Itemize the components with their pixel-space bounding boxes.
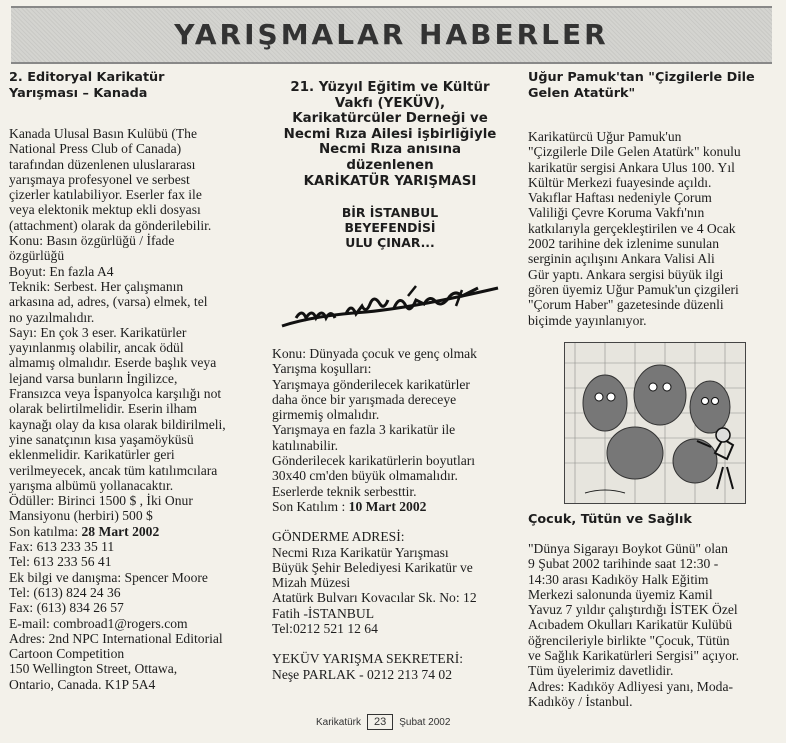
text-line: Kültür Merkezi fuayesinde açıldı. bbox=[528, 174, 712, 190]
text-line: Adres: 2nd NPC International Editorial bbox=[9, 630, 223, 646]
text-line: Büyük Şehir Belediyesi Karikatür ve bbox=[272, 559, 473, 575]
text-line: özgürlüğü bbox=[9, 248, 65, 264]
text-line: ve Sağlık Karikatürleri Sergisi" açıyor. bbox=[528, 648, 740, 664]
heading-line: KARİKATÜR YARIŞMASI bbox=[303, 173, 477, 189]
spacer bbox=[272, 514, 512, 529]
text-line: Mizah Müzesi bbox=[272, 575, 351, 591]
text-line: gören üyemiz Uğur Pamuk'un çizgileri bbox=[528, 281, 739, 297]
subheading-line: BEYEFENDİSİ bbox=[344, 220, 436, 236]
article-title-line: Uğur Pamuk'tan "Çizgilerle Dile bbox=[528, 70, 755, 85]
text-line: no yazılmalıdır. bbox=[9, 309, 95, 325]
heading-line: Necmi Rıza anısına bbox=[318, 142, 462, 158]
text-line: Gönderilecek karikatürlerin boyutları bbox=[272, 453, 476, 469]
necmi-riza-signature bbox=[276, 278, 504, 338]
magazine-name: Karikatürk bbox=[316, 716, 362, 728]
text-line: Tel: (613) 824 24 36 bbox=[9, 584, 121, 600]
text-line: Cartoon Competition bbox=[9, 646, 125, 662]
text-line: serginin açılışını Ankara Valisi Ali bbox=[528, 251, 715, 267]
text-line: yarışma albümü yollanacaktır. bbox=[9, 477, 174, 493]
competition-body bbox=[272, 346, 512, 682]
text-line: 30x40 cm'den büyük olmamalıdır. bbox=[272, 468, 458, 484]
text-line: Tüm üyelerimiz davetlidir. bbox=[528, 663, 674, 679]
deadline-date: 10 Mart 2002 bbox=[348, 498, 427, 514]
text-line: Acıbadem Okulları Karikatür Kulübü bbox=[528, 617, 733, 633]
text-line: 150 Wellington Street, Ottawa, bbox=[9, 661, 178, 677]
deadline-label: Son katılma: bbox=[9, 523, 82, 539]
article-canada bbox=[9, 70, 252, 692]
text-line: Sayı: En çok 3 eser. Karikatürler bbox=[9, 324, 187, 340]
page-number: 23 bbox=[367, 714, 393, 730]
text-line: çizerler katılabiliyor. Eserler fax ile bbox=[9, 187, 202, 203]
text-line: Eserlerde teknik serbesttir. bbox=[272, 483, 417, 499]
text-line: Teknik: Serbest. Her çalışmanın bbox=[9, 278, 184, 294]
text-line: veya elektonik mektup ekli dosyası bbox=[9, 202, 201, 218]
article-title-line: Yarışması – Kanada bbox=[9, 86, 148, 101]
text-line: biçimde yayınlanıyor. bbox=[528, 312, 647, 328]
spacer bbox=[272, 636, 512, 651]
text-line: "Çizgilerle Dile Gelen Atatürk" konulu bbox=[528, 144, 741, 160]
text-line: Yarışmaya gönderilecek karikatürler bbox=[272, 376, 470, 392]
text-line: yine sanatçının kısa yaşamöyküsü bbox=[9, 431, 194, 447]
text-line: Kanada Ulusal Basın Kulübü (The bbox=[9, 126, 198, 141]
page-title: YARIŞMALAR HABERLER bbox=[174, 18, 609, 51]
text-line: yarışmaya profesyonel ve serbest bbox=[9, 171, 190, 187]
page-footer bbox=[316, 714, 450, 730]
article-cocuk-tutun bbox=[528, 512, 774, 709]
text-line: Mansiyonu (herbiri) 500 $ bbox=[9, 508, 153, 524]
page-header bbox=[11, 6, 772, 64]
text-line: Kadıköy / İstanbul. bbox=[528, 693, 633, 709]
article-body bbox=[9, 126, 252, 692]
heading-line: düzenlenen bbox=[346, 157, 434, 173]
deadline-date: 28 Mart 2002 bbox=[81, 523, 160, 539]
text-line: almamış olmalıdır. Eserde başlık veya bbox=[9, 355, 217, 371]
deadline-line bbox=[272, 499, 512, 514]
article-title-line: Gelen Atatürk" bbox=[528, 86, 636, 101]
text-line: Gür yaptı. Ankara sergisi büyük ilgi bbox=[528, 266, 724, 282]
text-line: girmemiş olmalıdır. bbox=[272, 407, 380, 423]
deadline-line bbox=[9, 524, 252, 539]
heading-line: Vakfı (YEKÜV), bbox=[334, 95, 446, 111]
text-line: tarafından düzenlenen uluslararası bbox=[9, 156, 196, 172]
article-title: Çocuk, Tütün ve Sağlık bbox=[528, 512, 692, 527]
text-line: Adres: Kadıköy Adliyesi yanı, Moda- bbox=[528, 678, 734, 694]
text-line: kaynağı olay da kısa olarak bildirilmeli, bbox=[9, 416, 226, 432]
cartoon-illustration bbox=[564, 342, 746, 504]
article-body bbox=[528, 541, 774, 709]
heading-line: Karikatürcüler Derneği ve bbox=[292, 111, 488, 127]
heading-line: Necmi Rıza Ailesi işbirliğiyle bbox=[283, 126, 497, 142]
text-line: Merkezi salonunda üyemiz Kamil bbox=[528, 586, 713, 602]
competition-heading bbox=[270, 80, 510, 189]
text-line: Fax: (613) 834 26 57 bbox=[9, 600, 124, 616]
text-line: katılınabilir. bbox=[272, 437, 339, 453]
text-line: olarak belirtilmelidir. Eserin ilham bbox=[9, 401, 197, 417]
text-line: Fax: 613 233 35 11 bbox=[9, 539, 115, 555]
text-line: lejand varsa bunların İngilizce, bbox=[9, 370, 178, 386]
text-line: Boyut: En fazla A4 bbox=[9, 263, 114, 279]
text-line: katkılarıyla gerçekleştirilen ve 4 Ocak bbox=[528, 220, 736, 236]
article-ugur-pamuk bbox=[528, 70, 774, 709]
text-line: Tel: 613 233 56 41 bbox=[9, 554, 112, 570]
heading-line: 21. Yüzyıl Eğitim ve Kültür bbox=[290, 80, 490, 95]
text-line: National Press Club of Canada) bbox=[9, 141, 182, 157]
text-line: Ödüller: Birinci 1500 $ , İki Onur bbox=[9, 493, 193, 509]
text-line: arkasına ad, adres, (varsa) elmek, tel bbox=[9, 294, 208, 310]
text-line: Fatih -İSTANBUL bbox=[272, 605, 374, 621]
text-line: "Dünya Sigarayı Boykot Günü" olan bbox=[528, 541, 728, 556]
text-line: Konu: Basın özgürlüğü / İfade bbox=[9, 233, 175, 249]
text-line: Neşe PARLAK - 0212 213 74 02 bbox=[272, 666, 452, 682]
text-line: Yavuz 7 yıldır çalıştırdığı İSTEK Özel bbox=[528, 602, 738, 618]
text-line: Yarışma koşulları: bbox=[272, 361, 372, 377]
article-yekuv bbox=[270, 70, 510, 682]
text-line: 9 Şubat 2002 tarihinde saat 12:30 - bbox=[528, 556, 719, 572]
text-line: Valiliği Çevre Koruma Vakfı'nın bbox=[528, 205, 705, 221]
text-line: (attachment) olarak da gönderilebilir. bbox=[9, 217, 212, 233]
text-line: daha önce bir yarışmada dereceye bbox=[272, 391, 457, 407]
text-line: Karikatürcü Uğur Pamuk'un bbox=[528, 129, 682, 144]
text-line: karikatür sergisi Ankara Ulus 100. Yıl bbox=[528, 159, 735, 175]
subheading-line: ULU ÇINAR... bbox=[345, 235, 435, 251]
text-line: Ontario, Canada. K1P 5A4 bbox=[9, 676, 156, 692]
text-line: Tel:0212 521 12 64 bbox=[272, 621, 378, 637]
text-line: Ek bilgi ve danışma: Spencer Moore bbox=[9, 569, 208, 585]
text-line: Konu: Dünyada çocuk ve genç olmak bbox=[272, 346, 477, 361]
email-text: E-mail: combroad1@rogers.com bbox=[9, 615, 188, 631]
article-body bbox=[528, 129, 774, 328]
address-heading: GÖNDERME ADRESİ: bbox=[272, 529, 405, 545]
secretary-heading: YEKÜV YARIŞMA SEKRETERİ: bbox=[272, 651, 464, 667]
text-line: Fransızca veya İspanyolca karşılığı not bbox=[9, 386, 222, 402]
text-line: öğrencileriyle birlikte "Çocuk, Tütün bbox=[528, 632, 730, 648]
competition-subheading bbox=[270, 205, 510, 250]
text-line: yayınlanmış olabilir, ancak ödül bbox=[9, 340, 184, 356]
article-title-line: 2. Editoryal Karikatür bbox=[9, 70, 165, 85]
issue-date: Şubat 2002 bbox=[399, 716, 451, 728]
text-line: Vakıflar Haftası nedeniyle Çorum bbox=[528, 190, 712, 206]
text-line: Necmi Rıza Karikatür Yarışması bbox=[272, 544, 449, 560]
text-line: Yarışmaya en fazla 3 karikatür ile bbox=[272, 422, 456, 438]
subheading-line: BİR İSTANBUL bbox=[341, 205, 439, 221]
text-line: 2002 tarihine dek izlenime sunulan bbox=[528, 236, 720, 252]
text-line: Atatürk Bulvarı Kovacılar Sk. No: 12 bbox=[272, 590, 477, 606]
deadline-label: Son Katılım : bbox=[272, 498, 349, 514]
text-line: "Çorum Haber" gazetesinde düzenli bbox=[528, 297, 724, 313]
text-line: verilmeyecek, ancak tüm katılımcılara bbox=[9, 462, 218, 478]
text-line: 14:30 arası Kadıköy Halk Eğitim bbox=[528, 571, 709, 587]
text-line: eklenmelidir. Karikatürler geri bbox=[9, 447, 175, 463]
